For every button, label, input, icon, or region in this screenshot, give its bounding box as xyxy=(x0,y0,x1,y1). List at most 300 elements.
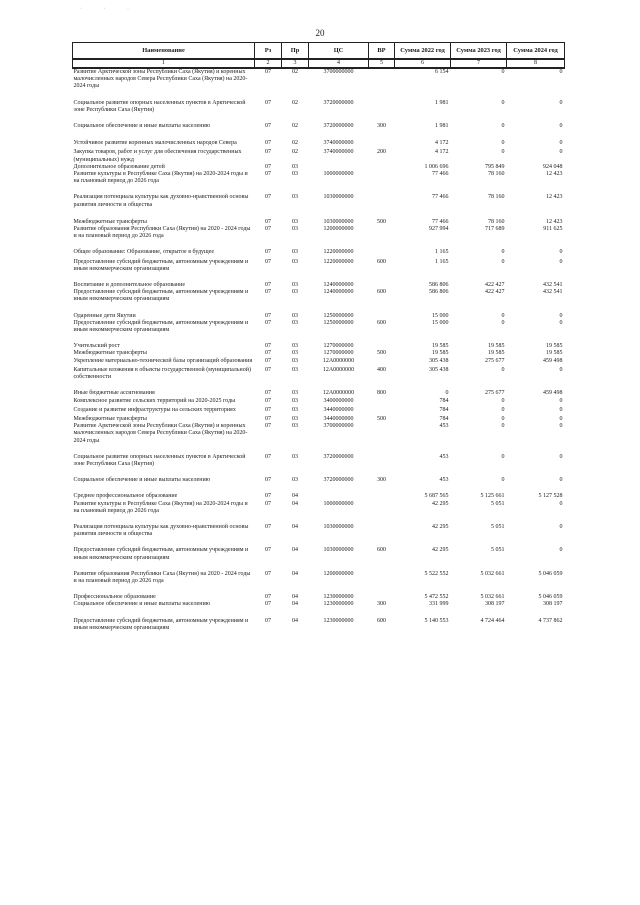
row-sum-2024: 0 xyxy=(559,547,563,554)
row-name: Иные бюджетные ассигнования xyxy=(73,390,155,397)
row-sum-2024: 5 046 059 xyxy=(538,594,563,601)
row-sum-2023: 0 xyxy=(501,366,505,373)
table-row xyxy=(73,501,565,524)
table-row xyxy=(73,123,565,140)
row-sum-2024: 12 423 xyxy=(546,194,563,201)
row-vr: 300 xyxy=(377,601,386,608)
table-row xyxy=(73,367,565,390)
row-sum-2022: 453 xyxy=(439,423,449,430)
table-row xyxy=(73,219,565,226)
row-pr: 03 xyxy=(292,357,298,364)
row-name: Создание и развитие инфраструктуры на сельских территориях xyxy=(73,406,236,413)
row-sum-2023: 19 585 xyxy=(488,350,505,357)
row-cs: 3440000000 xyxy=(323,415,354,422)
row-vr xyxy=(369,249,395,258)
row-vr: 600 xyxy=(377,289,386,296)
row-vr: 400 xyxy=(377,366,386,373)
row-sum-2023: 0 xyxy=(501,312,505,319)
table-row xyxy=(73,407,565,416)
column-number: 2 xyxy=(255,59,282,68)
row-pr: 03 xyxy=(292,258,298,265)
row-pr: 04 xyxy=(292,547,298,554)
row-cs: 3440000000 xyxy=(323,406,354,413)
row-name: Социальное обеспечение и иные выплаты населению xyxy=(73,601,211,608)
row-cs: 3720000000 xyxy=(323,123,354,130)
row-pr: 03 xyxy=(292,477,298,484)
row-pr: 03 xyxy=(292,397,298,404)
row-sum-2023: 78 160 xyxy=(488,171,505,178)
row-sum-2023: 0 xyxy=(501,397,505,404)
row-pr: 03 xyxy=(292,226,298,233)
row-sum-2022: 1 981 xyxy=(435,99,449,106)
row-pr: 04 xyxy=(292,594,298,601)
header-sum-2022: Сумма 2022 год xyxy=(395,43,451,60)
table-row xyxy=(73,618,565,632)
row-name: Развитие образования Республики Саха (Якутия) на 2020 - 2024 годы и на плановый период до 2026 года xyxy=(73,570,251,584)
row-rz: 07 xyxy=(265,226,271,233)
row-pr: 02 xyxy=(292,123,298,130)
row-pr: 02 xyxy=(292,69,298,75)
row-cs: 1000000000 xyxy=(323,171,354,178)
row-name: Межбюджетные трансферты xyxy=(73,218,147,225)
row-sum-2023: 78 160 xyxy=(488,194,505,201)
row-sum-2023: 0 xyxy=(501,249,505,256)
row-name: Среднее профессиональное образование xyxy=(73,493,178,500)
row-cs: 1240000000 xyxy=(323,289,354,296)
row-sum-2022: 784 xyxy=(439,397,449,404)
row-sum-2022: 784 xyxy=(439,406,449,413)
row-sum-2024: 432 541 xyxy=(543,282,563,289)
row-rz: 07 xyxy=(265,500,271,507)
table-row xyxy=(73,524,565,547)
row-sum-2024: 0 xyxy=(559,149,563,156)
budget-table xyxy=(72,42,565,632)
column-number-row xyxy=(73,59,565,68)
row-sum-2022: 6 154 xyxy=(435,69,449,75)
row-cs: 1270000000 xyxy=(323,343,354,350)
row-name: Реализация потенциала культуры как духовно-нравственной основы развития личности и общества xyxy=(73,194,249,208)
row-vr: 500 xyxy=(377,218,386,225)
row-pr: 03 xyxy=(292,218,298,225)
row-sum-2022: 5 140 553 xyxy=(424,617,449,624)
row-rz: 07 xyxy=(265,523,271,530)
row-cs: 12А0000000 xyxy=(322,357,355,364)
table-row xyxy=(73,171,565,194)
row-rz: 07 xyxy=(265,140,271,147)
row-rz: 07 xyxy=(265,163,271,170)
row-pr: 03 xyxy=(292,343,298,350)
row-sum-2024: 0 xyxy=(559,423,563,430)
table-row xyxy=(73,313,565,320)
row-sum-2024: 459 498 xyxy=(543,357,563,364)
row-vr: 600 xyxy=(377,258,386,265)
row-name: Развитие культуры в Республике Саха (Якутия) на 2020-2024 годы и на плановый период до 2026 года xyxy=(73,500,248,514)
row-sum-2024: 19 585 xyxy=(546,350,563,357)
row-cs: 3720000000 xyxy=(323,477,354,484)
row-name: Предоставление субсидий бюджетным, автономным учреждениям и иным некоммерческим организациям xyxy=(73,319,249,334)
row-vr xyxy=(369,164,395,171)
row-sum-2022: 42 295 xyxy=(432,523,449,530)
row-cs: 1200000000 xyxy=(323,570,354,577)
row-pr: 03 xyxy=(292,350,298,357)
row-pr: 04 xyxy=(292,601,298,608)
row-name: Закупка товаров, работ и услуг для обеспечения государственных (муниципальных) нужд xyxy=(73,149,242,163)
row-vr: 600 xyxy=(377,617,386,624)
row-rz: 07 xyxy=(265,149,271,156)
row-name: Развитие Арктической зоны Республики Саха (Якутия) и коренных малочисленных народов Севера Республики Саха (Якутия) на 2020-2024 годы xyxy=(73,69,248,90)
row-sum-2024: 12 423 xyxy=(546,218,563,225)
row-rz: 07 xyxy=(265,218,271,225)
row-name: Развитие культуры в Республике Саха (Якутия) на 2020-2024 годы и на плановый период до 2026 года xyxy=(73,171,248,185)
column-number: 4 xyxy=(309,59,369,68)
table-body xyxy=(73,68,565,632)
row-pr: 03 xyxy=(292,312,298,319)
row-rz: 07 xyxy=(265,258,271,265)
row-sum-2023: 422 427 xyxy=(485,289,505,296)
row-cs: 3700000000 xyxy=(323,69,354,75)
row-sum-2023: 717 689 xyxy=(485,226,505,233)
row-name: Предоставление субсидий бюджетным, автономным учреждениям и иным некоммерческим организациям xyxy=(73,289,249,303)
row-cs xyxy=(309,493,369,500)
header-vr: ВР xyxy=(369,43,395,60)
row-sum-2024: 0 xyxy=(559,415,563,422)
row-sum-2023: 0 xyxy=(501,69,505,75)
row-name: Предоставление субсидий бюджетным, автономным учреждениям и иным некоммерческим организациям xyxy=(73,258,249,272)
row-vr xyxy=(369,454,395,477)
row-vr: 800 xyxy=(377,390,386,397)
header-pr: Пр xyxy=(282,43,309,60)
row-sum-2022: 1 165 xyxy=(435,258,449,265)
page-number: 20 xyxy=(315,28,325,38)
row-vr xyxy=(369,594,395,601)
row-sum-2023: 5 032 661 xyxy=(480,594,505,601)
row-vr: 600 xyxy=(377,319,386,326)
table-row xyxy=(73,350,565,357)
row-cs: 1030000000 xyxy=(323,547,354,554)
row-pr: 02 xyxy=(292,99,298,106)
row-vr xyxy=(369,140,395,149)
row-vr xyxy=(369,313,395,320)
row-sum-2024: 911 625 xyxy=(543,226,563,233)
row-sum-2024: 0 xyxy=(559,123,563,130)
row-sum-2022: 77 466 xyxy=(432,171,449,178)
row-name: Комплексное развитие сельских территорий на 2020-2025 годы xyxy=(73,397,236,404)
row-rz: 07 xyxy=(265,319,271,326)
row-sum-2022: 453 xyxy=(439,453,449,460)
row-pr: 03 xyxy=(292,319,298,326)
table-row xyxy=(73,454,565,477)
row-sum-2022: 305 438 xyxy=(429,357,449,364)
row-sum-2022: 5 472 552 xyxy=(424,594,449,601)
row-sum-2022: 4 172 xyxy=(435,140,449,147)
row-cs: 1030000000 xyxy=(323,194,354,201)
row-name: Социальное обеспечение и иные выплаты населению xyxy=(73,123,211,130)
row-pr: 03 xyxy=(292,366,298,373)
row-cs xyxy=(309,164,369,171)
row-sum-2022: 77 466 xyxy=(432,194,449,201)
row-vr: 600 xyxy=(377,547,386,554)
row-name: Воспитание и дополнительное образование xyxy=(73,282,186,289)
row-sum-2023: 5 051 xyxy=(491,547,505,554)
row-sum-2024: 4 737 862 xyxy=(538,617,563,624)
row-pr: 03 xyxy=(292,289,298,296)
row-sum-2023: 795 849 xyxy=(485,163,505,170)
row-sum-2022: 0 xyxy=(445,390,449,397)
row-rz: 07 xyxy=(265,477,271,484)
column-number: 8 xyxy=(507,59,565,68)
row-cs: 1240000000 xyxy=(323,282,354,289)
column-number: 1 xyxy=(73,59,255,68)
row-sum-2023: 5 032 661 xyxy=(480,570,505,577)
row-pr: 04 xyxy=(292,570,298,577)
row-sum-2024: 0 xyxy=(559,500,563,507)
row-vr: 500 xyxy=(377,415,386,422)
row-vr xyxy=(369,343,395,350)
row-vr xyxy=(369,358,395,367)
row-cs: 1030000000 xyxy=(323,218,354,225)
row-cs: 1230000000 xyxy=(323,617,354,624)
row-rz: 07 xyxy=(265,343,271,350)
header-rz: Рз xyxy=(255,43,282,60)
row-name: Учительский рост xyxy=(73,343,120,350)
row-sum-2023: 5 051 xyxy=(491,500,505,507)
row-sum-2022: 586 806 xyxy=(429,282,449,289)
scan-marks: · · · xyxy=(80,6,139,12)
row-sum-2023: 0 xyxy=(501,319,505,326)
header-cs: ЦС xyxy=(309,43,369,60)
table-row xyxy=(73,164,565,171)
row-sum-2022: 305 438 xyxy=(429,366,449,373)
row-sum-2024: 0 xyxy=(559,477,563,484)
row-rz: 07 xyxy=(265,289,271,296)
row-sum-2024: 0 xyxy=(559,312,563,319)
row-rz: 07 xyxy=(265,547,271,554)
row-vr xyxy=(369,398,395,407)
row-sum-2023: 0 xyxy=(501,453,505,460)
row-sum-2023: 275 677 xyxy=(485,390,505,397)
row-sum-2023: 0 xyxy=(501,140,505,147)
table-row xyxy=(73,194,565,218)
row-sum-2024: 19 585 xyxy=(546,343,563,350)
row-cs: 3740000000 xyxy=(323,140,354,147)
table-row xyxy=(73,68,565,100)
table-row xyxy=(73,226,565,249)
table-row xyxy=(73,100,565,123)
row-rz: 07 xyxy=(265,570,271,577)
row-vr xyxy=(369,524,395,547)
row-sum-2022: 4 172 xyxy=(435,149,449,156)
row-rz: 07 xyxy=(265,69,271,75)
row-sum-2024: 0 xyxy=(559,453,563,460)
row-sum-2024: 0 xyxy=(559,319,563,326)
row-sum-2024: 0 xyxy=(559,258,563,265)
row-vr xyxy=(369,68,395,100)
row-rz: 07 xyxy=(265,423,271,430)
row-vr xyxy=(369,282,395,289)
row-rz: 07 xyxy=(265,406,271,413)
row-vr xyxy=(369,493,395,500)
row-pr: 03 xyxy=(292,415,298,422)
row-sum-2024: 0 xyxy=(559,366,563,373)
row-cs: 1030000000 xyxy=(323,523,354,530)
row-sum-2024: 12 423 xyxy=(546,171,563,178)
row-vr xyxy=(369,171,395,194)
column-number: 6 xyxy=(395,59,451,68)
row-sum-2023: 0 xyxy=(501,406,505,413)
row-cs: 1200000000 xyxy=(323,226,354,233)
row-rz: 07 xyxy=(265,493,271,500)
row-sum-2023: 78 160 xyxy=(488,218,505,225)
table-row xyxy=(73,358,565,367)
row-sum-2023: 0 xyxy=(501,99,505,106)
row-rz: 07 xyxy=(265,99,271,106)
row-vr: 200 xyxy=(377,149,386,156)
row-sum-2024: 924 048 xyxy=(543,163,563,170)
table-row xyxy=(73,398,565,407)
row-cs: 1230000000 xyxy=(323,601,354,608)
row-sum-2022: 77 466 xyxy=(432,218,449,225)
row-sum-2023: 0 xyxy=(501,258,505,265)
row-sum-2024: 0 xyxy=(559,140,563,147)
row-sum-2022: 1 165 xyxy=(435,249,449,256)
row-rz: 07 xyxy=(265,594,271,601)
row-rz: 07 xyxy=(265,357,271,364)
row-name: Социальное развитие опорных населенных пунктов в Арктической зоне Республики Саха (Якутия) xyxy=(73,453,246,467)
row-sum-2023: 422 427 xyxy=(485,282,505,289)
row-sum-2023: 0 xyxy=(501,415,505,422)
row-vr xyxy=(369,571,395,594)
row-sum-2024: 5 127 528 xyxy=(538,493,563,500)
row-name: Развитие Арктической зоны Республики Саха (Якутия) и коренных малочисленных народов Севера Республики Саха (Якутия) на 2020-2024 годы xyxy=(73,423,248,444)
row-sum-2024: 0 xyxy=(559,397,563,404)
row-rz: 07 xyxy=(265,601,271,608)
row-sum-2022: 331 999 xyxy=(429,601,449,608)
row-sum-2022: 586 806 xyxy=(429,289,449,296)
row-cs: 1270000000 xyxy=(323,350,354,357)
row-cs: 1230000000 xyxy=(323,594,354,601)
row-sum-2024: 0 xyxy=(559,406,563,413)
row-sum-2022: 1 981 xyxy=(435,123,449,130)
row-name: Предоставление субсидий бюджетным, автономным учреждениям и иным некоммерческим организациям xyxy=(73,617,249,631)
row-name: Социальное обеспечение и иные выплаты населению xyxy=(73,477,211,484)
row-pr: 04 xyxy=(292,617,298,624)
row-pr: 04 xyxy=(292,500,298,507)
row-sum-2022: 927 994 xyxy=(429,226,449,233)
row-name: Реализация потенциала культуры как духовно-нравственной основы развития личности и общества xyxy=(73,523,249,538)
row-name: Предоставление субсидий бюджетным, автономным учреждениям и иным некоммерческим организациям xyxy=(73,547,249,561)
row-pr: 02 xyxy=(292,140,298,147)
row-cs: 1250000000 xyxy=(323,312,354,319)
row-pr: 03 xyxy=(292,171,298,178)
column-number: 7 xyxy=(451,59,507,68)
table-row xyxy=(73,390,565,397)
row-cs: 12А0000000 xyxy=(322,390,355,397)
row-rz: 07 xyxy=(265,350,271,357)
row-sum-2022: 15 000 xyxy=(432,319,449,326)
row-sum-2023: 0 xyxy=(501,477,505,484)
row-cs: 1250000000 xyxy=(323,319,354,326)
row-pr: 04 xyxy=(292,523,298,530)
row-rz: 07 xyxy=(265,123,271,130)
row-sum-2023: 0 xyxy=(501,149,505,156)
row-cs: 1000000000 xyxy=(323,500,354,507)
row-name: Укрепление материально-технической базы организаций образования xyxy=(73,357,253,364)
row-name: Одаренные дети Якутии xyxy=(73,312,136,319)
row-sum-2024: 0 xyxy=(559,523,563,530)
row-pr: 02 xyxy=(292,149,298,156)
row-sum-2022: 5 522 552 xyxy=(424,570,449,577)
row-sum-2022: 42 295 xyxy=(432,500,449,507)
column-number: 3 xyxy=(282,59,309,68)
row-sum-2024: 432 541 xyxy=(543,289,563,296)
row-vr xyxy=(369,226,395,249)
table-row xyxy=(73,259,565,282)
row-rz: 07 xyxy=(265,390,271,397)
row-sum-2022: 19 585 xyxy=(432,350,449,357)
row-name: Общее образование: Образование, открытое в будущее xyxy=(73,249,214,256)
row-cs: 3740000000 xyxy=(323,149,354,156)
table-row xyxy=(73,547,565,570)
row-sum-2023: 0 xyxy=(501,423,505,430)
row-cs: 3400000000 xyxy=(323,397,354,404)
row-pr: 04 xyxy=(292,493,298,500)
row-pr: 03 xyxy=(292,163,298,170)
row-vr: 500 xyxy=(377,350,386,357)
row-vr xyxy=(369,194,395,218)
table-row xyxy=(73,249,565,258)
column-number: 5 xyxy=(369,59,395,68)
row-rz: 07 xyxy=(265,312,271,319)
row-pr: 03 xyxy=(292,282,298,289)
row-name: Межбюджетные трансферты xyxy=(73,415,147,422)
row-sum-2024: 308 197 xyxy=(543,601,563,608)
row-rz: 07 xyxy=(265,194,271,201)
row-cs: 3720000000 xyxy=(323,453,354,460)
row-sum-2024: 459 498 xyxy=(543,390,563,397)
row-cs: 1220000000 xyxy=(323,249,354,256)
row-cs: 12А0000000 xyxy=(322,366,355,373)
row-rz: 07 xyxy=(265,415,271,422)
row-pr: 03 xyxy=(292,249,298,256)
header-sum-2023: Сумма 2023 год xyxy=(451,43,507,60)
row-sum-2022: 42 295 xyxy=(432,547,449,554)
row-vr: 300 xyxy=(377,477,386,484)
row-vr xyxy=(369,423,395,454)
table-row xyxy=(73,289,565,312)
table-row xyxy=(73,149,565,163)
row-vr xyxy=(369,501,395,524)
row-pr: 03 xyxy=(292,423,298,430)
row-cs: 3720000000 xyxy=(323,99,354,106)
row-sum-2023: 308 197 xyxy=(485,601,505,608)
row-sum-2023: 19 585 xyxy=(488,343,505,350)
row-name: Устойчивое развитие коренных малочисленных народов Севера xyxy=(73,140,237,147)
table-row xyxy=(73,423,565,454)
row-sum-2022: 1 006 696 xyxy=(424,163,449,170)
row-rz: 07 xyxy=(265,282,271,289)
row-sum-2023: 4 724 464 xyxy=(480,617,505,624)
header-sum-2024: Сумма 2024 год xyxy=(507,43,565,60)
row-pr: 03 xyxy=(292,453,298,460)
table-row xyxy=(73,477,565,493)
row-pr: 03 xyxy=(292,406,298,413)
row-vr: 300 xyxy=(377,123,386,130)
row-rz: 07 xyxy=(265,366,271,373)
row-rz: 07 xyxy=(265,397,271,404)
table-row xyxy=(73,320,565,343)
row-rz: 07 xyxy=(265,249,271,256)
row-sum-2023: 0 xyxy=(501,123,505,130)
